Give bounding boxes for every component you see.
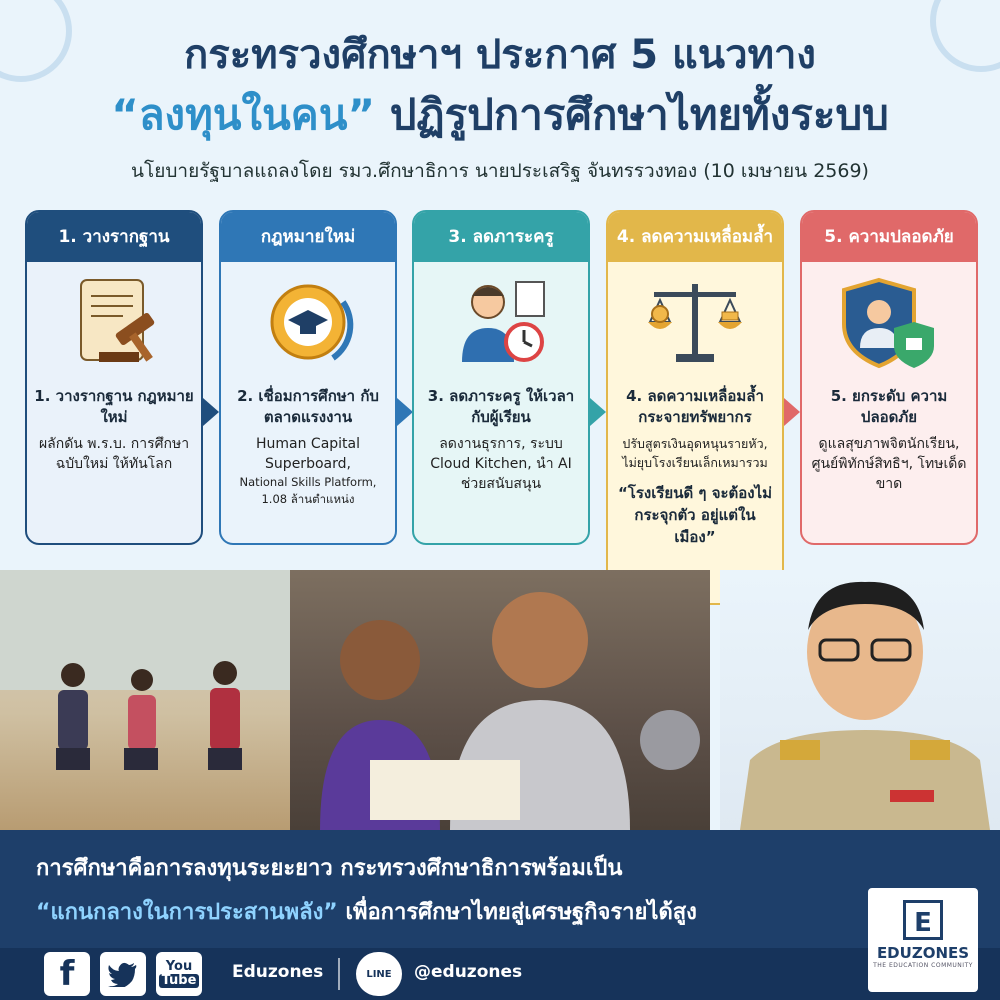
arrow-right-icon (784, 398, 800, 426)
facebook-icon[interactable]: f (44, 952, 90, 996)
policy-card-2 (219, 210, 397, 545)
policy-card-3 (412, 210, 590, 545)
footer-divider (338, 958, 340, 990)
card-description-small: National Skills Platform, 1.08 ล้านตำแหน่ง (239, 475, 377, 506)
page-title-line1: กระทรวงศึกษาฯ ประกาศ 5 แนวทาง (184, 32, 816, 78)
card-heading: 4. ลดความเหลื่อมล้ำ กระจายทรัพยากร (626, 387, 764, 426)
card-heading: 3. ลดภาระครู ให้เวลากับผู้เรียน (427, 387, 575, 426)
banner-line1: การศึกษาคือการลงทุนระยะยาว กระทรวงศึกษาธิการพร้อมเป็น (36, 856, 623, 881)
card-description: ดูแลสุขภาพจิตนักเรียน, ศูนย์พิทักษ์สิทธิฯ, โทษเด็ดขาด (811, 436, 967, 492)
card-header: 4. ลดความเหลื่อมล้ำ (608, 212, 782, 262)
shield-student-icon (802, 262, 976, 382)
card-description: Human Capital Superboard, (255, 436, 361, 472)
arrow-right-icon (590, 398, 606, 426)
policy-card-5 (800, 210, 978, 545)
card-heading: 2. เชื่อมการศึกษา กับตลาดแรงงาน (237, 387, 379, 426)
students-reading-photo (290, 570, 710, 830)
banner-line2-rest: เพื่อการศึกษาไทยสู่เศรษฐกิจรายได้สูง (337, 900, 697, 925)
logo-letter: E (903, 900, 943, 940)
footer-page-name[interactable]: Eduzones (232, 962, 324, 982)
students-walking-photo (0, 570, 300, 830)
title-rest: ปฏิรูปการศึกษาไทยทั้งระบบ (375, 90, 889, 139)
quote-banner (0, 830, 1000, 948)
card-description: ผลักดัน พ.ร.บ. การศึกษาฉบับใหม่ ให้ทันโลก (38, 436, 190, 472)
youtube-label-bottom: Tube (159, 974, 200, 988)
card-heading: 5. ยกระดับ ความปลอดภัย (830, 387, 948, 426)
brand-name: EDUZONES (876, 944, 970, 962)
card-header: 1. วางรากฐาน (27, 212, 201, 262)
footer-bar (0, 948, 1000, 1000)
teacher-stopwatch-icon (414, 262, 588, 382)
card-header: 5. ความปลอดภัย (802, 212, 976, 262)
brand-tagline: THE EDUCATION COMMUNITY (873, 962, 973, 969)
eduzones-logo (868, 888, 978, 992)
title-quote: “ลงทุนในคน” (111, 90, 376, 139)
scroll-gavel-icon (27, 262, 201, 382)
line-handle[interactable]: @eduzones (414, 962, 523, 982)
arrow-right-icon (203, 398, 219, 426)
photo-collage (0, 570, 1000, 830)
policy-card-4 (606, 210, 784, 605)
policy-card-1 (25, 210, 203, 545)
banner-quote: “แกนกลางในการประสานพลัง” (36, 900, 338, 925)
arrow-right-icon (397, 398, 413, 426)
minister-portrait (720, 570, 1000, 830)
twitter-icon[interactable] (100, 952, 146, 996)
banner-line2 (36, 894, 697, 929)
youtube-icon[interactable] (156, 952, 202, 996)
card-header: 3. ลดภาระครู (414, 212, 588, 262)
balance-scale-icon (608, 262, 782, 382)
page-subtitle: นโยบายรัฐบาลแถลงโดย รมว.ศึกษาธิการ นายประเสริฐ จันทรรวงทอง (10 เมษายน 2569) (131, 160, 869, 182)
gear-graduation-cap-icon (221, 262, 395, 382)
card-description: ลดงานธุรการ, ระบบ Cloud Kitchen, นำ AI ช่วยสนับสนุน (430, 436, 572, 492)
youtube-label-top: You (165, 959, 193, 974)
line-icon[interactable]: LINE (356, 952, 402, 996)
card-quote: “โรงเรียนดี ๆ จะต้องไม่กระจุกตัว อยู่แต่ในเมือง” (617, 484, 773, 546)
card-heading: 1. วางรากฐาน กฎหมายใหม่ (34, 387, 194, 426)
page-title-line2 (0, 82, 1000, 148)
card-description: ปรับสูตรเงินอุดหนุนรายหัว, ไม่ยุบโรงเรียนเล็กเหมารวม (622, 436, 768, 470)
card-header: กฎหมายใหม่ (221, 212, 395, 262)
